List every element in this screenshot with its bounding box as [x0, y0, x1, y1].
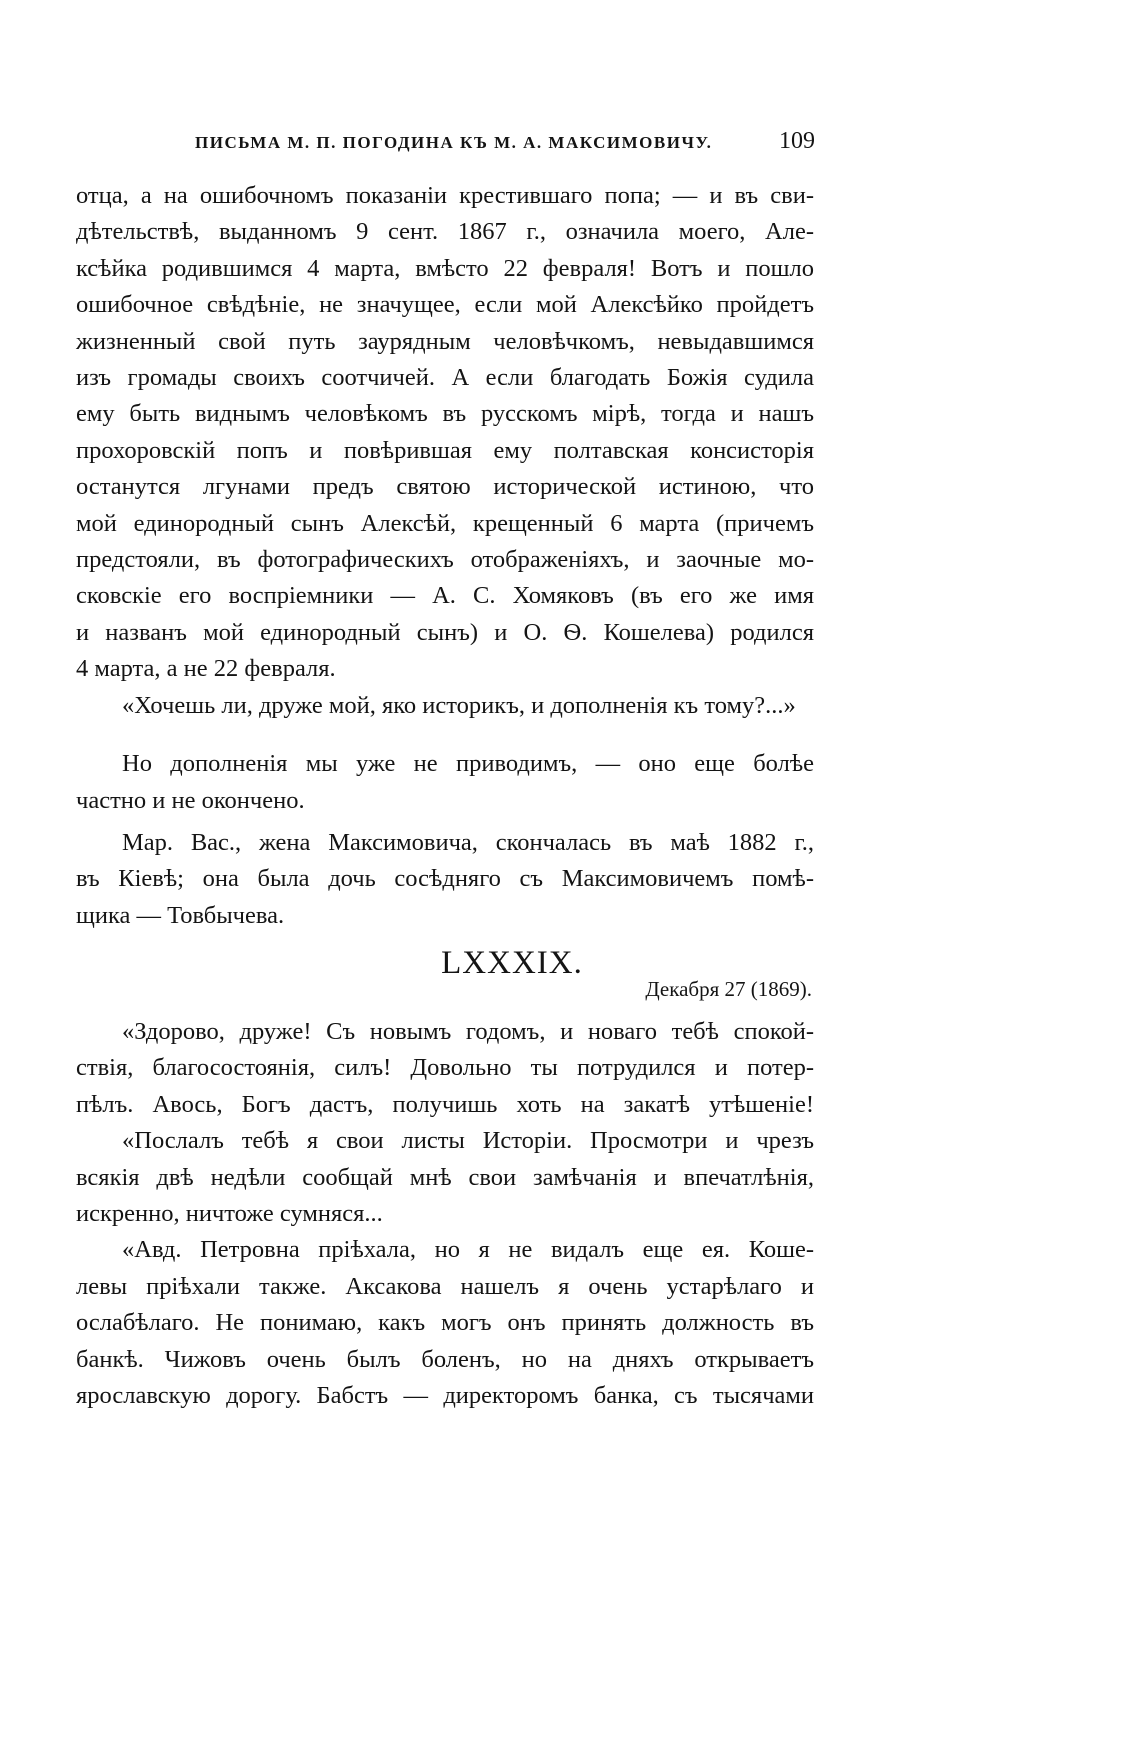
- body-text-upper: [76, 178, 814, 934]
- letter-number-heading: LXXXIX.: [441, 945, 583, 981]
- text-line: ксѣйка родившимся 4 марта, вмѣсто 22 февраля! Вотъ и пошло: [76, 254, 814, 282]
- text-line: въ Кіевѣ; она была дочь сосѣдняго съ Максимовичемъ помѣ-: [76, 865, 814, 893]
- text-line: ослабѣлаго. Не понимаю, какъ могъ онъ принять должность въ: [76, 1309, 814, 1337]
- text-line: и названъ мой единородный сынъ) и О. Ѳ. Кошелева) родился: [76, 618, 814, 646]
- paragraph-footnote: [76, 825, 814, 934]
- text-line: сковскіе его воспріемники — А. С. Хомяковъ (въ его же имя: [76, 582, 814, 610]
- text-line: щика — Товбычева.: [76, 901, 285, 929]
- text-line: дѣтельствѣ, выданномъ 9 сент. 1867 г., означила моего, Але-: [76, 218, 814, 246]
- text-line: всякія двѣ недѣли сообщай мнѣ свои замѣчанія и впечатлѣнія,: [76, 1163, 814, 1191]
- text-line: 4 марта, а не 22 февраля.: [76, 655, 336, 683]
- page-header: [195, 128, 815, 155]
- text-line: пѣлъ. Авось, Богъ дастъ, получишь хоть на закатѣ утѣшеніе!: [76, 1090, 814, 1118]
- text-line: искренно, ничтоже сумняся...: [76, 1200, 383, 1228]
- text-line: «Послалъ тебѣ я свои листы Исторіи. Просмотри и чрезъ: [122, 1127, 814, 1155]
- text-line: останутся лгунами предъ святою исторической истиною, что: [76, 473, 814, 501]
- text-line: «Авд. Петровна пріѣхала, но я не видалъ еще ея. Коше-: [122, 1236, 814, 1264]
- text-line: ствія, благосостоянія, силъ! Довольно ты потрудился и потер-: [76, 1054, 814, 1082]
- letter-paragraph: [76, 1232, 814, 1414]
- letter-paragraph: [76, 1123, 814, 1232]
- text-line: ему быть виднымъ человѣкомъ въ русскомъ мірѣ, тогда и нашъ: [76, 400, 814, 428]
- letter-paragraph: [76, 1014, 814, 1123]
- text-line: прохоровскій попъ и повѣрившая ему полтавская консисторія: [76, 436, 814, 464]
- text-line: ошибочное свѣдѣніе, не значущее, если мой Алексѣйко пройдетъ: [76, 291, 814, 319]
- running-title: ПИСЬМА М. П. ПОГОДИНА КЪ М. А. МАКСИМОВИЧУ.: [195, 133, 713, 152]
- text-line: мой единородный сынъ Алексѣй, крещенный 6 марта (причемъ: [76, 509, 814, 537]
- text-line: левы пріѣхали также. Аксакова нашелъ я очень устарѣлаго и: [76, 1272, 814, 1300]
- text-line: жизненный свой путь заурядным человѣчкомъ, невыдавшимся: [76, 327, 814, 355]
- quote-line: «Хочешь ли, друже мой, яко историкъ, и дополненія къ тому?...»: [122, 691, 796, 719]
- page-number: 109: [779, 128, 815, 154]
- paragraph-editorial-note: [76, 746, 814, 819]
- text-line: предстояли, въ фотографическихъ отображеніяхъ, и заочные мо-: [76, 546, 814, 574]
- text-line: изъ громады своихъ соотчичей. А если благодать Божія судила: [76, 364, 814, 392]
- text-line: Мар. Вас., жена Максимовича, скончалась въ маѣ 1882 г.,: [122, 828, 814, 856]
- paragraph-continued: [76, 178, 814, 688]
- text-line: «Здорово, друже! Съ новымъ годомъ, и новаго тебѣ спокой-: [122, 1018, 814, 1045]
- text-line: частно и не окончено.: [76, 786, 305, 814]
- body-text-lower: [76, 1014, 814, 1414]
- text-line: банкѣ. Чижовъ очень былъ боленъ, но на дняхъ открываетъ: [76, 1345, 814, 1373]
- text-line: Но дополненія мы уже не приводимъ, — оно еще болѣе: [122, 750, 814, 778]
- text-line: отца, а на ошибочномъ показаніи крестившаго попа; — и въ сви-: [76, 182, 814, 209]
- text-line: ярославскую дорогу. Бабстъ — директоромъ банка, съ тысячами: [76, 1382, 814, 1410]
- letter-date: Декабря 27 (1869).: [645, 977, 812, 1001]
